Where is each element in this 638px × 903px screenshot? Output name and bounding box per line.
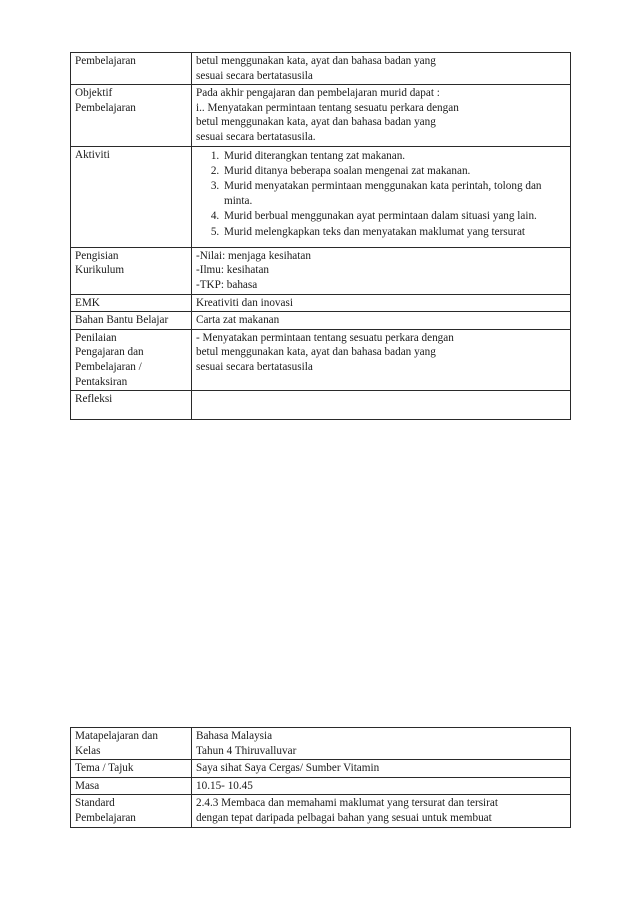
row-label: [71, 795, 192, 827]
label-line: Kurikulum: [75, 264, 125, 277]
row-label: [71, 146, 192, 247]
row-label: [71, 391, 192, 420]
activity-list: [196, 149, 567, 240]
label-line: Pentaksiran: [75, 375, 128, 388]
label-line: Standard: [75, 797, 115, 810]
label-line: Objektif: [75, 87, 113, 100]
label-line: Pembelajaran: [75, 811, 136, 824]
row-content: [192, 146, 571, 247]
content-line: i.. Menyatakan permintaan tentang sesuatu perkara dengan: [196, 101, 459, 114]
content-line: 2.4.3 Membaca dan memahami maklumat yang tersurat dan tersirat: [196, 797, 498, 810]
label-line: Kelas: [75, 744, 101, 757]
table-row: [71, 53, 571, 85]
lesson-plan-table: [70, 52, 571, 420]
content-line: Carta zat makanan: [196, 314, 280, 327]
row-label: [71, 760, 192, 778]
label-line: Tema / Tajuk: [75, 762, 134, 775]
row-content: [192, 391, 571, 420]
content-line: -TKP: bahasa: [196, 278, 258, 291]
row-content: [192, 312, 571, 330]
content-line: Kreativiti dan inovasi: [196, 296, 293, 309]
table-row: [71, 312, 571, 330]
table-row: [71, 294, 571, 312]
list-item: 4. Murid berbual menggunakan ayat permintaan dalam situasi yang lain.: [222, 209, 567, 224]
table-row: [71, 247, 571, 294]
list-item: 1. Murid diterangkan tentang zat makanan.: [222, 149, 567, 164]
row-label: [71, 777, 192, 795]
content-line: Saya sihat Saya Cergas/ Sumber Vitamin: [196, 762, 380, 775]
label-line: Pembelajaran /: [75, 360, 142, 373]
row-content: [192, 795, 571, 827]
row-content: [192, 53, 571, 85]
content-line: - Menyatakan permintaan tentang sesuatu perkara dengan: [196, 331, 454, 344]
row-content: [192, 329, 571, 390]
row-label: [71, 85, 192, 146]
label-line: Bahan Bantu Belajar: [75, 314, 169, 327]
table-row: [71, 795, 571, 827]
label-line: Pengajaran dan: [75, 346, 144, 359]
content-line: Tahun 4 Thiruvalluvar: [196, 744, 297, 757]
row-label: [71, 247, 192, 294]
table-row: [71, 728, 571, 760]
table-row: [71, 146, 571, 247]
row-label: [71, 728, 192, 760]
table-row: [71, 777, 571, 795]
list-item: 2. Murid ditanya beberapa soalan mengenai zat makanan.: [222, 164, 567, 179]
row-content: [192, 760, 571, 778]
content-line: betul menggunakan kata, ayat dan bahasa badan yang: [196, 116, 436, 129]
content-line: sesuai secara bertatasusila.: [196, 130, 316, 143]
lesson-plan-table-next: [70, 727, 571, 828]
label-line: Aktiviti: [75, 148, 110, 161]
content-line: Pada akhir pengajaran dan pembelajaran murid dapat :: [196, 87, 440, 100]
content-line: sesuai secara bertatasusila: [196, 360, 313, 373]
label-line: Refleksi: [75, 393, 113, 406]
content-line: betul menggunakan kata, ayat dan bahasa badan yang: [196, 55, 436, 67]
row-content: [192, 294, 571, 312]
table-row: [71, 760, 571, 778]
label-line: Penilaian: [75, 331, 117, 344]
label-line: Masa: [75, 779, 100, 792]
content-line: dengan tepat daripada pelbagai bahan yang sesuai untuk membuat: [196, 811, 492, 824]
list-item: 3. Murid menyatakan permintaan menggunakan kata perintah, tolong dan minta.: [222, 179, 567, 209]
label-line: EMK: [75, 296, 100, 309]
content-line: -Ilmu: kesihatan: [196, 264, 270, 277]
row-label: [71, 312, 192, 330]
content-line: -Nilai: menjaga kesihatan: [196, 249, 311, 262]
table-row: [71, 329, 571, 390]
row-label: [71, 294, 192, 312]
content-line: sesuai secara bertatasusila: [196, 69, 313, 82]
row-label: [71, 53, 192, 85]
table-row: [71, 391, 571, 420]
label-line: Pengisian: [75, 249, 119, 262]
table-row: [71, 85, 571, 146]
row-content: [192, 728, 571, 760]
label-line: Matapelajaran dan: [75, 730, 158, 742]
content-line: Bahasa Malaysia: [196, 730, 273, 742]
row-content: [192, 85, 571, 146]
row-content: [192, 247, 571, 294]
list-item: 5. Murid melengkapkan teks dan menyatakan maklumat yang tersurat: [222, 225, 567, 240]
label-line: Pembelajaran: [75, 55, 136, 67]
content-line: betul menggunakan kata, ayat dan bahasa badan yang: [196, 346, 436, 359]
label-line: Pembelajaran: [75, 101, 136, 114]
row-label: [71, 329, 192, 390]
content-line: 10.15- 10.45: [196, 779, 253, 792]
row-content: [192, 777, 571, 795]
